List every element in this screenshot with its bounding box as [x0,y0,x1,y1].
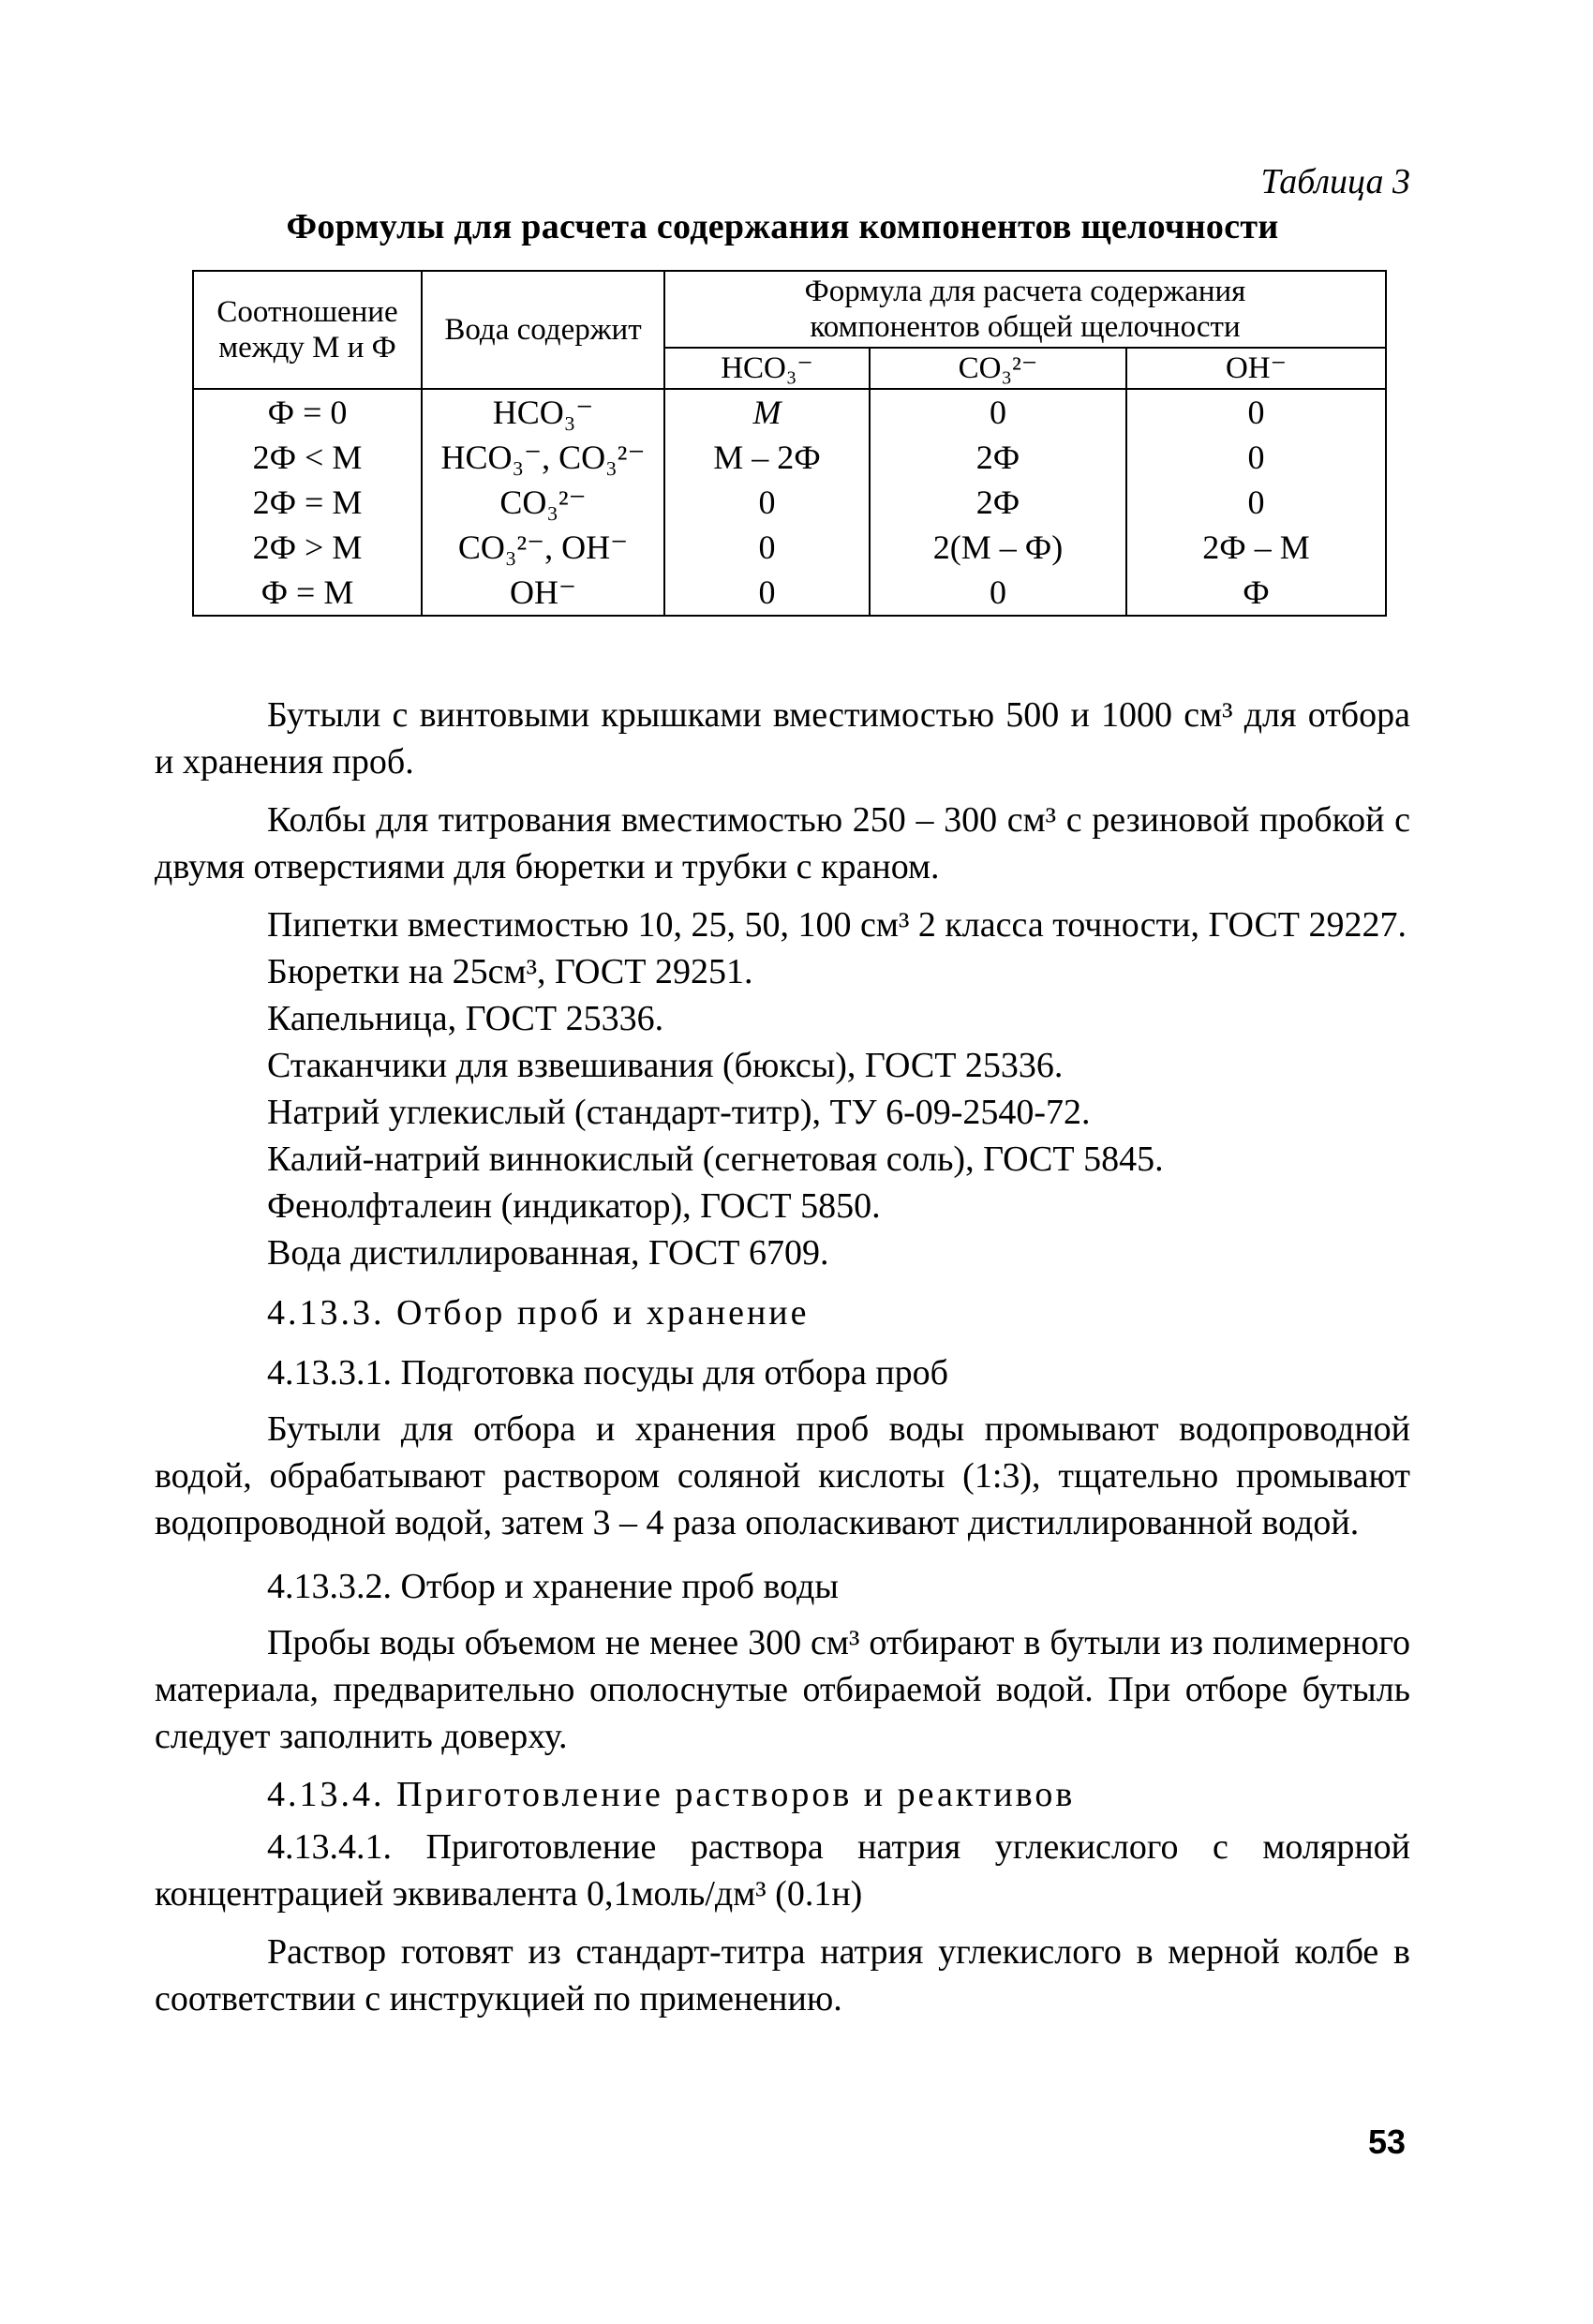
cell-ratio: Ф = 0 [193,389,422,435]
paragraph-phenolphthalein: Фенолфталеин (индикатор), ГОСТ 5850. [267,1186,881,1226]
table-row [193,435,1386,480]
header-ratio-line2: между М и Ф [218,331,396,365]
cell-ratio: 2Ф > М [193,525,422,570]
header-formula-line2: компонентов общей щелочности [810,310,1241,344]
header-hco3: НСО₃⁻ [664,348,870,389]
cell-ratio: Ф = М [193,570,422,616]
section-heading-4-13-3-1: 4.13.3.1. Подготовка посуды для отбора проб [267,1353,948,1393]
header-formula-group [664,271,1386,348]
table-row [193,525,1386,570]
paragraph-dropper: Капельница, ГОСТ 25336. [267,999,664,1038]
paragraph-rochelle-salt: Калий-натрий виннокислый (сегнетовая соль), ГОСТ 5845. [267,1140,1164,1179]
paragraph-bottles: Бутыли с винтовыми крышками вместимостью 500 и 1000 см³ для отбора и хранения проб. [155,695,1410,782]
cell-co3: 0 [870,570,1126,616]
table-title: Формулы для расчета содержания компонентов щелочности [286,207,1279,246]
table-row [193,570,1386,616]
cell-co3: 2Ф [870,435,1126,480]
paragraph-final: Раствор готовят из стандарт-титра натрия углекислого в мерной колбе в соответствии с инструкцией по применению. [155,1932,1410,2019]
header-formula-line1: Формула для расчета содержания [804,275,1246,308]
section-heading-4-13-4: 4.13.4. Приготовление растворов и реактивов [267,1775,1076,1814]
cell-co3: 2(М – Ф) [870,525,1126,570]
cell-oh: 0 [1126,389,1386,435]
header-ratio [193,271,422,389]
table-row [193,480,1386,525]
cell-hco3: 0 [664,525,870,570]
body-text [155,692,1410,2022]
header-co3: СО₃²⁻ [870,348,1126,389]
alkalinity-formula-table [192,270,1387,617]
cell-ratio: 2Ф = М [193,480,422,525]
document-page [155,159,1410,2022]
paragraph-4-13-3-1: Бутыли для отбора и хранения проб воды промывают водопроводной водой, обрабатывают раствором соляной кислоты (1:3), тщательно промывают водопроводной водой, затем 3 – 4 раза ополаскивают дистиллированной водой. [155,1409,1410,1542]
cell-oh: 0 [1126,435,1386,480]
cell-contains: НСО₃⁻ [422,389,664,435]
section-heading-4-13-3: 4.13.3. Отбор проб и хранение [267,1293,810,1333]
cell-co3: 2Ф [870,480,1126,525]
section-heading-4-13-3-2: 4.13.3.2. Отбор и хранение проб воды [267,1567,839,1606]
cell-contains: СО₃²⁻ [422,480,664,525]
cell-ratio: 2Ф < М [193,435,422,480]
paragraph-distilled-water: Вода дистиллированная, ГОСТ 6709. [267,1233,829,1273]
cell-oh: 0 [1126,480,1386,525]
cell-oh: 2Ф – М [1126,525,1386,570]
paragraph-flasks: Колбы для титрования вместимостью 250 – 300 см³ с резиновой пробкой с двумя отверстиями для бюретки и трубки с краном. [155,800,1410,886]
paragraph-burettes: Бюретки на 25см³, ГОСТ 29251. [267,952,753,991]
paragraph-4-13-4-1: 4.13.4.1. Приготовление раствора натрия углекислого с молярной концентрацией эквивалента 0,1моль/дм³ (0.1н) [155,1827,1410,1914]
cell-hco3: 0 [664,480,870,525]
page-number: 53 [1367,2123,1406,2161]
table-label: Таблица 3 [1260,162,1410,201]
cell-co3: 0 [870,389,1126,435]
cell-hco3: 0 [664,570,870,616]
paragraph-weighing-bottles: Стаканчики для взвешивания (бюксы), ГОСТ 25336. [267,1046,1064,1085]
header-oh: ОН⁻ [1126,348,1386,389]
cell-hco3: М – 2Ф [664,435,870,480]
cell-hco3: М [664,389,870,435]
cell-contains: ОН⁻ [422,570,664,616]
cell-contains: СО₃²⁻, ОН⁻ [422,525,664,570]
header-ratio-line1: Соотношение [216,295,398,329]
paragraph-pipettes: Пипетки вместимостью 10, 25, 50, 100 см³ 2 класса точности, ГОСТ 29227. [267,905,1407,945]
paragraph-sodium-carbonate: Натрий углекислый (стандарт-титр), ТУ 6-09-2540-72. [267,1093,1091,1132]
cell-contains: НСО₃⁻, СО₃²⁻ [422,435,664,480]
paragraph-4-13-3-2: Пробы воды объемом не менее 300 см³ отбирают в бутыли из полимерного материала, предварительно ополоснутые отбираемой водой. При отборе бутыль следует заполнить доверху. [155,1623,1410,1756]
cell-oh: Ф [1126,570,1386,616]
table-row [193,389,1386,435]
header-contains: Вода содержит [422,271,664,389]
